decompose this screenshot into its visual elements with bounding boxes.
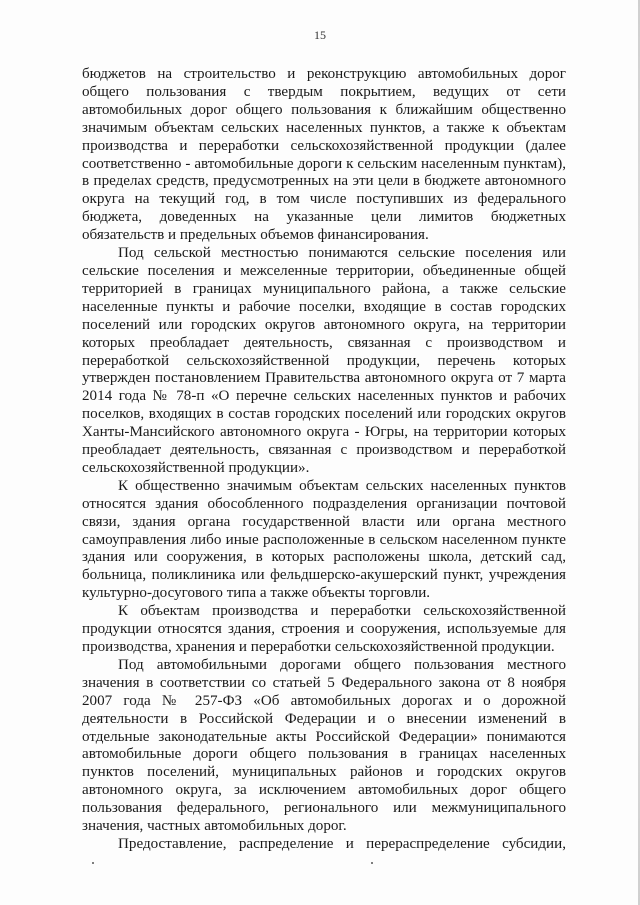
- scan-speck: [371, 862, 373, 864]
- scan-speck: [92, 862, 94, 864]
- document-body: [82, 66, 566, 854]
- paragraph-public-objects: К общественно значимым объектам сельских населенных пунктов относятся здания обособленного подразделения организации почтовой связи, здания органа государственной власти или органа местного самоуправления либо иные расположенные в сельском населенном пункте здания или сооружения, в которых расположены школа, детский сад, больница, поликлиника или фельдшерско-акушерский пункт, учреждения культурно-досугового типа а также объекты торговли.: [82, 477, 566, 602]
- paragraph-rural-area-definition: Под сельской местностью понимаются сельские поселения или сельские поселения и межселенные территории, объединенные общей территорией в границах муниципального района, а также сельские населенные пункты и рабочие поселки, входящие в состав городских поселений или городских округов автономного округа, на территории которых преобладает деятельность, связанная с производством и переработкой сельскохозяйственной продукции, перечень которых утвержден постановлением Правительства автономного округа от 7 марта 2014 года № 78-п «О перечне сельских населенных пунктов и рабочих поселков, входящих в состав городских поселений или городских округов Ханты-Мансийского автономного округа - Югры, на территории которых преобладает деятельность, связанная с производством и переработкой сельскохозяйственной продукции».: [82, 245, 566, 476]
- paragraph-local-roads: Под автомобильными дорогами общего пользования местного значения в соответствии со статьей 5 Федерального закона от 8 ноября 2007 года № 257-ФЗ «Об автомобильных дорогах и о дорожной деятельности в Российской Федерации и о внесении изменений в отдельные законодательные акты Российской Федерации» понимаются автомобильные дороги общего пользования в границах населенных пунктов поселений, муниципальных районов и городских округов автономного округа, за исключением автомобильных дорог общего пользования федерального, регионального или межмуниципального значения, частных автомобильных дорог.: [82, 656, 566, 835]
- paragraph-production-objects: К объектам производства и переработки сельскохозяйственной продукции относятся здания, строения и сооружения, используемые для производства, хранения и переработки сельскохозяйственной продукции.: [82, 603, 566, 655]
- page-number: 15: [314, 28, 326, 42]
- paragraph-subsidy-distribution: Предоставление, распределение и перераспределение субсидии,: [118, 835, 566, 852]
- paragraph-budget-roads: бюджетов на строительство и реконструкцию автомобильных дорог общего пользования с твердым покрытием, ведущих от сети автомобильных дорог общего пользования к ближайшим общественно значимым объектам сельских населенных пунктов, а также к объектам производства и переработки сельскохозяйственной продукции (далее соответственно - автомобильные дороги к сельским населенным пунктам), в пределах средств, предусмотренных на эти цели в бюджете автономного округа на текущий год, в том числе поступивших из федерального бюджета, доведенных на указанные цели лимитов бюджетных обязательств и предельных объемов финансирования.: [82, 66, 566, 244]
